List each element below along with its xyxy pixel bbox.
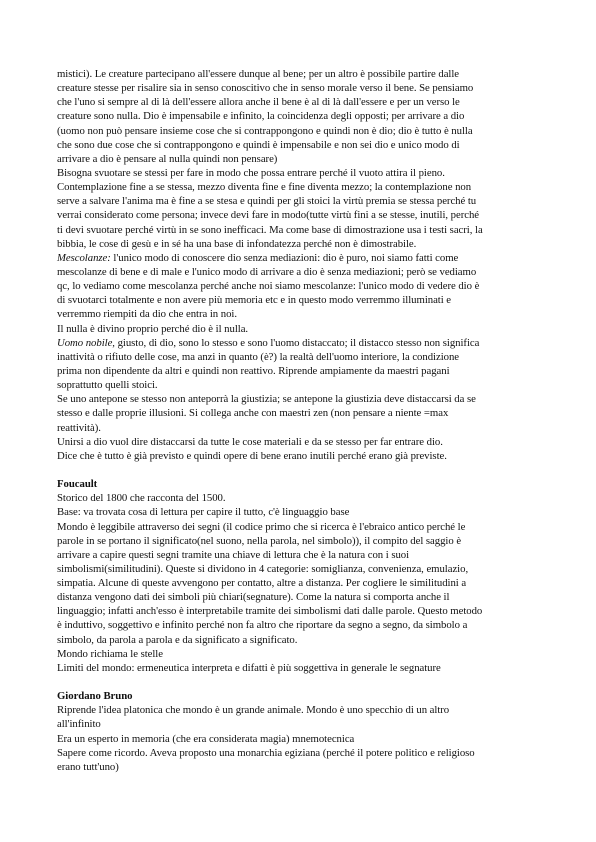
text-line: erano tutt'uno): [57, 760, 119, 773]
text-line: verremmo riempiti da dio che entra in noi.: [57, 308, 237, 321]
text-line: creature stesse per risalire sia in senso conoscitivo che in senso morale verso il bene. Se pensiamo: [57, 82, 474, 95]
section-mistici: [57, 67, 547, 463]
text-line: creature sono nulla. Dio è impensabile e infinito, la coincidenza degli opposti; per arrivare a dio: [57, 110, 465, 123]
text-line: simbolo, da parola a parola e da significato a significato.: [57, 633, 298, 646]
text-line: di svuotarci totalmente e non avere più memoria etc e in questo modo verremmo illuminati e: [57, 294, 452, 307]
text-line: ti devi svuotare perché virtù in se sono inefficaci. Ma come base di dimostrazione usa i testi sacri, la: [57, 223, 483, 236]
text-line: soprattutto quelli stoici.: [57, 379, 158, 392]
text-line: prima non dipendente da altri e quindi non reattivo. Riprende ampiamente da maestri pagani: [57, 364, 450, 377]
text-line: all'infinito: [57, 718, 101, 731]
text-line: stesso e dalle proprie illusioni. Si collega anche con maestri zen (non pensare a niente =max: [57, 407, 449, 420]
uomo-nobile-paragraph-start: [57, 336, 547, 350]
section-giordano-bruno: [57, 689, 547, 774]
section-heading-foucault: Foucault: [57, 478, 98, 491]
text-line: arrivare a capire questi segni tramite una chiave di lettura che è la natura con i suoi: [57, 548, 410, 561]
text-line: Riprende l'idea platonica che mondo è un grande animale. Mondo è uno specchio di un altro: [57, 704, 450, 717]
paragraph-gap: [57, 463, 547, 477]
text-line: verrai considerato come persona; invece devi fare in modo(tutte virtù fini a se stesse, inutili, perché: [57, 209, 480, 222]
mescolanze-term: Mescolanze:: [57, 251, 111, 264]
uomo-nobile-term: Uomo nobile: [57, 336, 113, 349]
text-line: mescolanze di bene e di male e l'unico modo di arrivare a dio è senza mediazioni; però se vediamo: [57, 265, 477, 278]
text-line: è induttivo, soggettivo e infinito perché non fa altro che riportare da segno a segno, da simbolo a: [57, 619, 468, 632]
text-line: serve a salvare l'anima ma è fine a se stesa e quindi per gli stoici la virtù premia se stessa perché tu: [57, 195, 477, 208]
uomo-nobile-text: , giusto, di dio, sono lo stesso e sono l'uomo distaccato; il distacco stesso non significa: [112, 336, 480, 349]
paragraph-gap: [57, 675, 547, 689]
section-foucault: [57, 477, 547, 675]
text-line: Se uno antepone se stesso non anteporrà la giustizia; se antepone la giustizia deve distaccarsi da se: [57, 393, 476, 406]
text-line: Contemplazione fine a se stessa, mezzo diventa fine e fine diventa mezzo; la contemplazione non: [57, 181, 472, 194]
text-line: che sono due cose che si contrappongono e quindi è impensabile e non sei dio e unico modo di: [57, 138, 460, 151]
text-line: reattività).: [57, 421, 101, 434]
text-line: simpatia. Alcune di queste avvengono per contatto, altre a distanza. Per cogliere le similitudini a: [57, 577, 467, 590]
text-line: Bisogna svuotare se stessi per fare in modo che possa entrare perché il vuoto attira il pieno.: [57, 166, 445, 179]
text-line: qc, lo vediamo come mescolanza perché anche noi siamo mescolanze: l'unico modo di vedere dio è: [57, 280, 480, 293]
text-line: arrivare a dio è pensare al nulla quindi non pensare): [57, 152, 278, 165]
text-line: Mondo richiama le stelle: [57, 647, 163, 660]
section-heading-giordano-bruno: Giordano Bruno: [57, 690, 133, 703]
text-line: Il nulla è divino proprio perché dio è il nulla.: [57, 322, 249, 335]
text-line: parole in se portano il significato(nel suono, nella parola, nel simbolo)), il compito del saggio è: [57, 534, 462, 547]
text-line: Era un esperto in memoria (che era considerata magia) mnemotecnica: [57, 732, 355, 745]
text-line: che l'uno si sempre al di là dell'essere allora anche il bene è al di là dall'essere e per un verso le: [57, 96, 460, 109]
text-line: Base: va trovata cosa di lettura per capire il tutto, c'è linguaggio base: [57, 506, 350, 519]
text-line: inattività o rifiuto delle cose, ma anzi in quanto (è?) la realtà dell'uomo interiore, la condizione: [57, 350, 459, 363]
text-line: bibbia, le cose di gesù e in sé ha una base di infondatezza perché non è dimostrabile.: [57, 237, 417, 250]
document-page: [57, 67, 547, 774]
text-line: (uomo non può pensare insieme cose che si contrappongono e quindi non è dio; dio è tutto è nulla: [57, 124, 473, 137]
mescolanze-text: l'unico modo di conoscere dio senza mediazioni: dio è puro, noi siamo fatti come: [110, 251, 459, 264]
text-line: Sapere come ricordo. Aveva proposto una monarchia egiziana (perché il potere politico e religioso: [57, 746, 475, 759]
text-line: simbolismi(similitudini). Queste si dividono in 4 categorie: somiglianza, convenienza, emulazio,: [57, 562, 469, 575]
text-line: mistici). Le creature partecipano all'essere dunque al bene; per un altro è possibile partire dalle: [57, 68, 460, 80]
text-line: Dice che è tutto è già previsto e quindi opere di bene erano inutili perché erano già previste.: [57, 449, 447, 462]
text-line: Unirsi a dio vuol dire distaccarsi da tutte le cose materiali e da se stesso per far entrare dio.: [57, 435, 443, 448]
text-line: distanza vengono dati dei simboli più chiari(segnature). Come la natura si comporta anche il: [57, 591, 450, 604]
text-line: Storico del 1800 che racconta del 1500.: [57, 492, 226, 505]
text-line: linguaggio; infatti anch'esso è interpretabile tramite dei simbolismi dati dalle parole. Questo metodo: [57, 605, 483, 618]
mescolanze-paragraph-start: [57, 251, 547, 265]
text-line: Mondo è leggibile attraverso dei segni (il codice primo che si ricerca è l'ebraico antico perché le: [57, 520, 466, 533]
text-line: Limiti del mondo: ermeneutica interpreta e difatti è più soggettiva in generale le segnature: [57, 661, 441, 674]
